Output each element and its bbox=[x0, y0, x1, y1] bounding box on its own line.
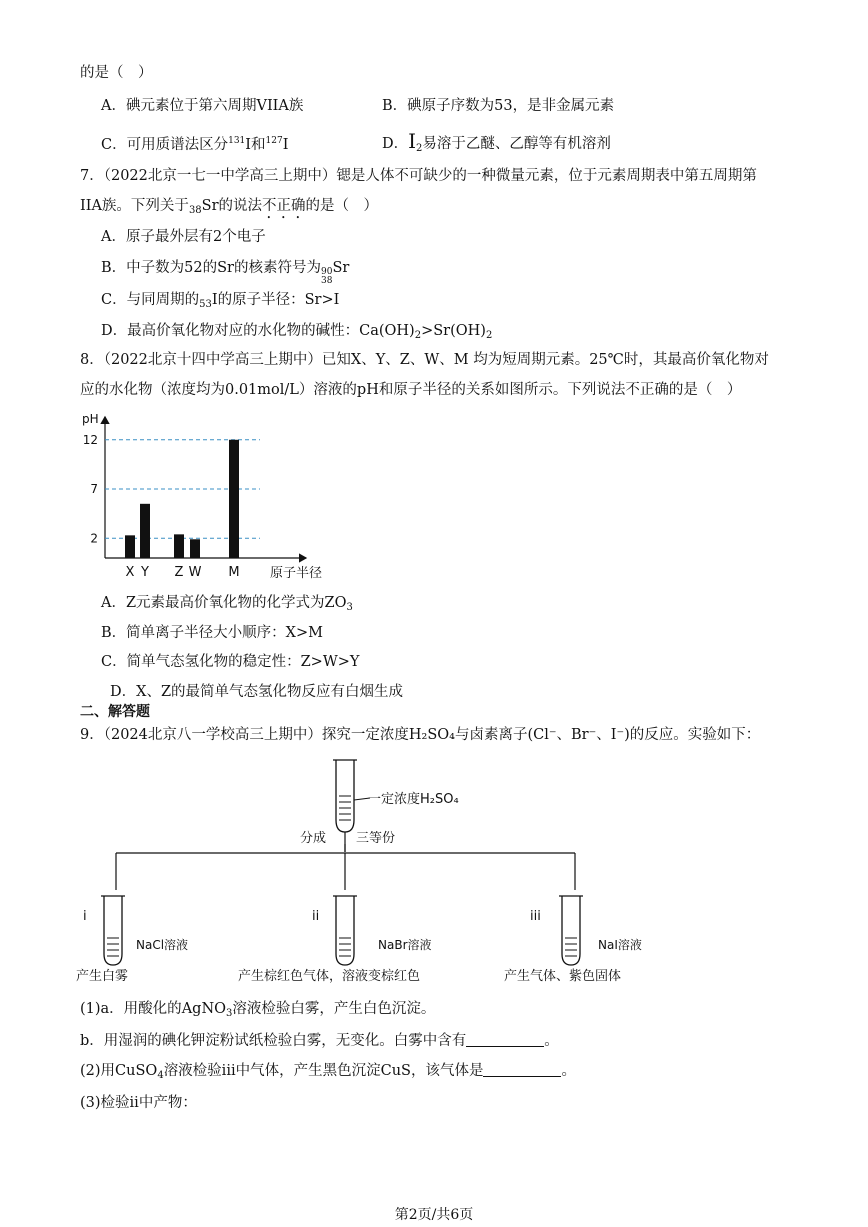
answer-blank-1[interactable] bbox=[466, 1032, 544, 1047]
q9-part2: (2)用CuSO$_4$溶液检验iii中气体，产生黑色沉淀CuS，该气体是 。 bbox=[80, 1063, 576, 1081]
bar-X bbox=[125, 535, 135, 558]
q6-option-b: B．碘原子序数为53，是非金属元素 bbox=[382, 98, 615, 114]
tube-iii-observation: 产生气体、紫色固体 bbox=[504, 969, 622, 984]
y-tick-label: 7 bbox=[90, 482, 98, 497]
category-label: M bbox=[228, 565, 240, 580]
q9-part1b: b．用湿润的碘化钾淀粉试纸检验白雾，无变化。白雾中含有 。 bbox=[80, 1033, 559, 1049]
y-tick-label: 2 bbox=[90, 531, 98, 546]
category-label: Y bbox=[141, 565, 149, 580]
q8-option-a: A．Z元素最高价氧化物的化学式为$ZO_3$ bbox=[101, 595, 353, 613]
bar-W bbox=[190, 539, 200, 558]
q9-part3: (3)检验ii中产物： bbox=[80, 1095, 197, 1111]
tube-i-reagent: NaCl溶液 bbox=[136, 938, 189, 952]
q9-intro: 9．（2024北京八一学校高三上期中）探究一定浓度H₂SO₄与卤素离子(Cl⁻、Br⁻、I⁻)的反应。实验如下： bbox=[80, 727, 761, 743]
tube-i-observation: 产生白雾 bbox=[76, 969, 129, 984]
category-label: X bbox=[125, 565, 135, 580]
q6-option-d: D．$I_2$易溶于乙醚、乙醇等有机溶剂 bbox=[382, 129, 611, 154]
tube-iii-reagent: NaI溶液 bbox=[598, 938, 642, 952]
top-test-tube bbox=[333, 760, 357, 832]
bar-M bbox=[229, 440, 239, 558]
q8-option-d: D．X、Z的最简单气态氢化物反应有白烟生成 bbox=[110, 684, 404, 700]
q8-stem-line2: 应的水化物（浓度均为0.01mol/L）溶液的pH和原子半径的关系如图所示。下列说法不正确的是（ ） bbox=[80, 382, 742, 398]
bar-Y bbox=[140, 504, 150, 558]
tube-ii-number: ii bbox=[312, 909, 320, 924]
ph-radius-chart bbox=[78, 405, 348, 583]
y-tick-label: 12 bbox=[82, 432, 98, 447]
tube-ii-reagent: NaBr溶液 bbox=[378, 938, 432, 952]
bar-Z bbox=[174, 534, 184, 558]
q9-part1a: (1)a．用酸化的AgNO$_3$溶液检验白雾，产生白色沉淀。 bbox=[80, 1001, 436, 1019]
tube-i bbox=[101, 896, 125, 965]
q7-stem-line2: IIA族。下列关于$_{38}$Sr的说法不正确的是（ ） bbox=[80, 198, 379, 216]
q6-option-a: A．碘元素位于第六周期VIIA族 bbox=[101, 98, 304, 114]
q8-stem-line1: 8．（2022北京十四中学高三上期中）已知X、Y、Z、W、M 均为短周期元素。25℃时，其最高价氧化物对 bbox=[80, 352, 769, 368]
split-right-label: 三等份 bbox=[356, 831, 396, 846]
q6-option-c: C．可用质谱法区分$^{131}$I和$^{127}$I bbox=[101, 136, 289, 153]
q7-option-c: C．与同周期的$_{53}$I的原子半径：Sr>I bbox=[101, 292, 340, 310]
top-tube-label: 一定浓度H₂SO₄ bbox=[368, 792, 459, 807]
tube-ii-observation: 产生棕红色气体，溶液变棕红色 bbox=[238, 969, 421, 984]
q6-stem-tail: 的是（ ） bbox=[80, 65, 153, 81]
section-heading: 二、解答题 bbox=[80, 704, 150, 720]
q7-option-b: B．中子数为52的Sr的核素符号为 90 38 Sr bbox=[101, 260, 350, 286]
experiment-diagram bbox=[72, 752, 692, 988]
q8-option-c: C．简单气态氢化物的稳定性：Z>W>Y bbox=[101, 654, 360, 670]
category-label: Z bbox=[174, 565, 184, 580]
tube-ii bbox=[333, 896, 357, 965]
q7-option-d: D．最高价氧化物对应的水化物的碱性：$Ca(OH)_2>Sr(OH)_2$ bbox=[101, 323, 493, 341]
split-left-label: 分成 bbox=[300, 831, 327, 846]
x-axis-label: 原子半径 bbox=[270, 566, 323, 581]
tube-iii bbox=[559, 896, 583, 965]
q8-option-b: B．简单离子半径大小顺序：X>M bbox=[101, 625, 323, 641]
q7-option-a: A．原子最外层有2个电子 bbox=[101, 229, 266, 245]
answer-blank-2[interactable] bbox=[483, 1062, 561, 1077]
category-label: W bbox=[188, 565, 202, 580]
q7-stem-line1: 7．（2022北京一七一中学高三上期中）锶是人体不可缺少的一种微量元素，位于元素周期表中第五周期第 bbox=[80, 168, 757, 184]
tube-iii-number: iii bbox=[530, 909, 541, 924]
y-axis-label: pH bbox=[82, 412, 99, 426]
page-footer: 第2页/共6页 bbox=[394, 1207, 474, 1223]
tube-i-number: i bbox=[83, 909, 87, 924]
